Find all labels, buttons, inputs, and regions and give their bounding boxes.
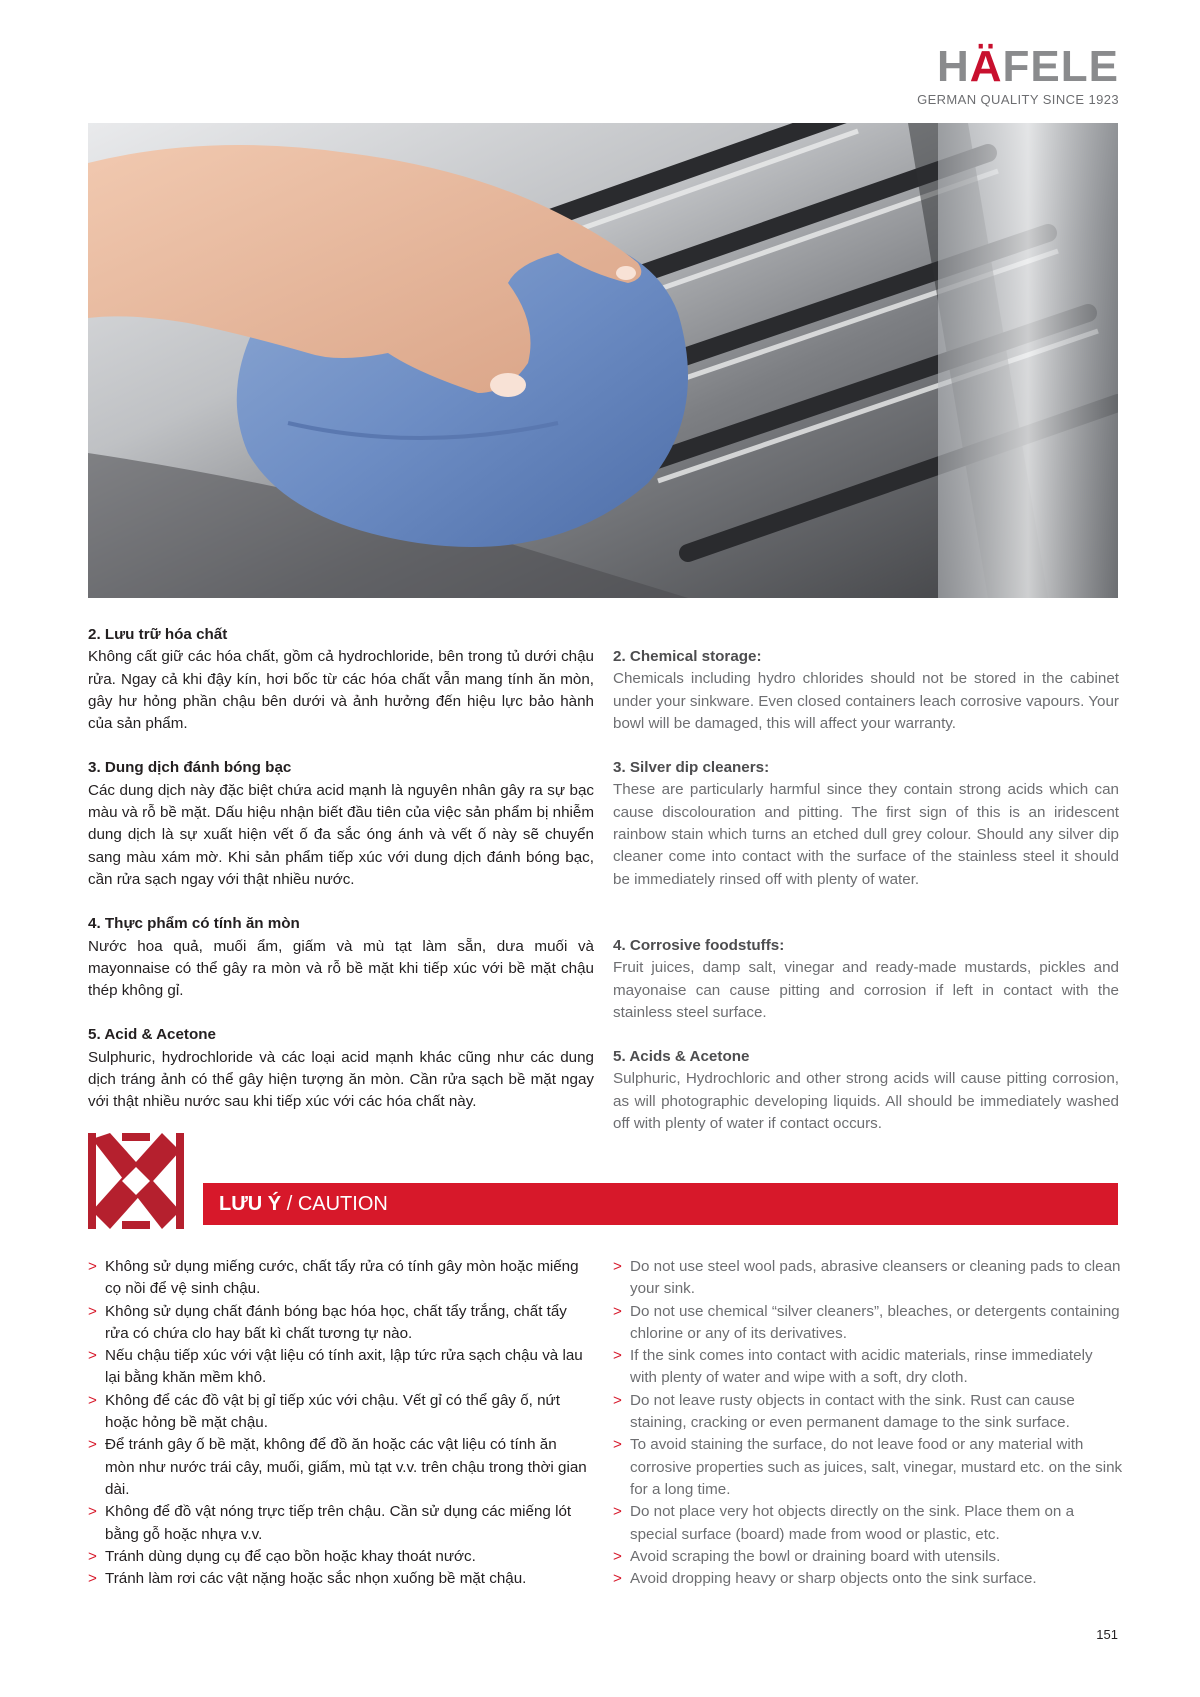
bullet-marker: >: [613, 1570, 622, 1588]
bullet-marker: >: [88, 1347, 97, 1365]
section-body: Sulphuric, Hydrochloric and other strong acids will cause pitting corrosion, as will photographic developing liquids. All should be immediately washed off with plenty of water if contact occurs.: [613, 1070, 1119, 1133]
logo-wordmark: HÄFELE: [936, 42, 1119, 91]
list-item: > To avoid staining the surface, do not leave food or any material with corrosive properties such as juices, salt, vinegar, mustard etc. on the sink for a long time.: [613, 1436, 1123, 1498]
bullet-marker: >: [613, 1391, 622, 1409]
caution-title: LƯU Ý / CAUTION: [219, 1193, 388, 1215]
section-body: These are particularly harmful since they contain strong acids which can cause discolouration and pitting. The first sign of this is an iridescent rainbow stain which turns an etched dull grey colour. Should any silver dip cleaner come into contact with the surface of the stainless steel it should be immediately rinsed off with plenty of water.: [613, 781, 1119, 888]
section-heading: 4. Thực phẩm có tính ăn mòn: [88, 915, 300, 933]
vi-section-acids: [88, 1024, 594, 1113]
english-column: [613, 646, 1119, 1157]
section-body: Fruit juices, damp salt, vinegar and ready-made mustards, pickles and mayonaise can cause pitting and corrosion if left in contact with the stainless steel surface.: [613, 959, 1119, 1021]
en-section-chemical-storage: [613, 646, 1119, 735]
list-item: > Không để các đồ vật bị gỉ tiếp xúc với chậu. Vết gỉ có thể gây ố, nứt hoặc hỏng bề mặt chậu.: [88, 1391, 560, 1432]
en-section-acids: [613, 1046, 1119, 1135]
section-heading: 3. Dung dịch đánh bóng bạc: [88, 759, 292, 777]
section-body: Chemicals including hydro chlorides should not be stored in the cabinet under your sinkware. Even closed containers leach corrosive vapours. Your bowl will be damaged, this will affect your warranty.: [613, 670, 1119, 732]
bullet-marker: >: [88, 1302, 97, 1320]
prohibition-x-icon: [88, 1133, 184, 1229]
section-body: Sulphuric, hydrochloride và các loại acid mạnh khác cũng như các dung dịch tráng ảnh có thể gây hiện tượng ăn mòn. Cần rửa sạch bề mặt ngay với thật nhiều nước sau khi tiếp xúc với các hóa chất này.: [88, 1048, 594, 1111]
section-body: Các dung dịch này đặc biệt chứa acid mạnh là nguyên nhân gây ra sự bạc màu và rỗ bề mặt. Dấu hiệu nhận biết đầu tiên của việc sản phẩm bị nhiễm dung dịch là sự xuất hiện vết ố đa sắc óng ánh và vết ố này sẽ chuyển sang màu xám mờ. Khi sản phẩm tiếp xúc với dung dịch đánh bóng bạc, cần rửa sạch ngay với thật nhiều nước.: [88, 781, 594, 888]
list-item: > Do not leave rusty objects in contact with the sink. Rust can cause staining, cracking or even permanent damage to the sink surface.: [613, 1391, 1075, 1432]
bullet-marker: >: [613, 1436, 622, 1454]
section-body: Nước hoa quả, muối ẩm, giấm và mù tạt làm sẵn, dưa muối và mayonnaise có thể gây ra mòn và rỗ bề mặt khi tiếp xúc với bề mặt chậu thép không gỉ.: [88, 937, 594, 1000]
section-body: Không cất giữ các hóa chất, gồm cả hydrochloride, bên trong tủ dưới chậu rửa. Ngay cả khi đậy kín, hơi bốc từ các hóa chất vẫn mang tính ăn mòn, gây hư hỏng phần chậu bên dưới và ảnh hưởng đến hiệu lực bảo hành của sản phẩm.: [88, 648, 594, 733]
vi-section-corrosive-food: [88, 913, 594, 1002]
list-item: > Tránh dùng dụng cụ để cạo bồn hoặc khay thoát nước.: [88, 1546, 588, 1568]
vi-section-chemical-storage: [88, 624, 594, 735]
list-item: > Do not use chemical “silver cleaners”, bleaches, or detergents containing chlorine or any of its derivatives.: [613, 1302, 1120, 1342]
caution-list-en: [613, 1256, 1123, 1590]
en-section-corrosive-food: [613, 935, 1119, 1024]
list-item: > Avoid scraping the bowl or draining board with utensils.: [613, 1546, 1123, 1568]
hand-wiping-sink-photo: [88, 123, 1118, 598]
bullet-marker: >: [88, 1547, 97, 1565]
bullet-marker: >: [88, 1391, 97, 1409]
list-item: > Tránh làm rơi các vật nặng hoặc sắc nhọn xuống bề mặt chậu.: [88, 1568, 588, 1590]
section-heading: 3. Silver dip cleaners:: [613, 759, 770, 777]
section-heading: 4. Corrosive foodstuffs:: [613, 936, 785, 954]
section-heading: 2. Chemical storage:: [613, 648, 762, 665]
list-item: > Không sử dụng miếng cước, chất tẩy rửa có tính gây mòn hoặc miếng cọ nồi để vệ sinh chậu.: [88, 1258, 579, 1298]
list-item: > Do not place very hot objects directly on the sink. Place them on a special surface (board) made from wood or plastic, etc.: [613, 1503, 1075, 1543]
section-heading: 2. Lưu trữ hóa chất: [88, 626, 228, 643]
bullet-marker: >: [88, 1258, 97, 1275]
bullet-marker: >: [88, 1570, 97, 1588]
page-number: 151: [1096, 1627, 1118, 1642]
section-heading: 5. Acid & Acetone: [88, 1026, 216, 1044]
list-item: > Do not use steel wool pads, abrasive cleansers or cleaning pads to clean your sink.: [613, 1258, 1121, 1298]
section-heading: 5. Acids & Acetone: [613, 1048, 750, 1066]
list-item: > Không để đồ vật nóng trực tiếp trên chậu. Cần sử dụng các miếng lót bằng gỗ hoặc nhựa v.v.: [88, 1503, 572, 1543]
bullet-marker: >: [613, 1347, 622, 1365]
bullet-marker: >: [88, 1503, 97, 1521]
list-item: > Để tránh gây ố bề mặt, không để đồ ăn hoặc các vật liệu có tính ăn mòn như nước trái cây, muối, giấm, mù tạt v.v. trên chậu trong thời gian dài.: [88, 1436, 587, 1498]
en-section-silver-dip: [613, 757, 1119, 891]
vietnamese-column: [88, 624, 594, 1136]
bullet-marker: >: [613, 1302, 622, 1320]
bullet-marker: >: [613, 1547, 622, 1565]
list-item: > Nếu chậu tiếp xúc với vật liệu có tính axit, lập tức rửa sạch chậu và lau lại bằng khăn mềm khô.: [88, 1347, 583, 1387]
bullet-marker: >: [613, 1503, 622, 1521]
list-item: > Avoid dropping heavy or sharp objects onto the sink surface.: [613, 1568, 1123, 1590]
bullet-marker: >: [613, 1258, 622, 1275]
brand-logo: [917, 44, 1119, 107]
caution-list-vi: [88, 1256, 588, 1590]
list-item: > If the sink comes into contact with acidic materials, rinse immediately with plenty of water and wipe with a soft, dry cloth.: [613, 1347, 1093, 1387]
list-item: > Không sử dụng chất đánh bóng bạc hóa học, chất tẩy trắng, chất tẩy rửa có chứa clo hay bất kì chất tương tự nào.: [88, 1302, 567, 1342]
bullet-marker: >: [88, 1436, 97, 1454]
logo-tagline: GERMAN QUALITY SINCE 1923: [917, 92, 1119, 107]
vi-section-silver-dip: [88, 757, 594, 891]
caution-banner: [203, 1183, 1118, 1225]
